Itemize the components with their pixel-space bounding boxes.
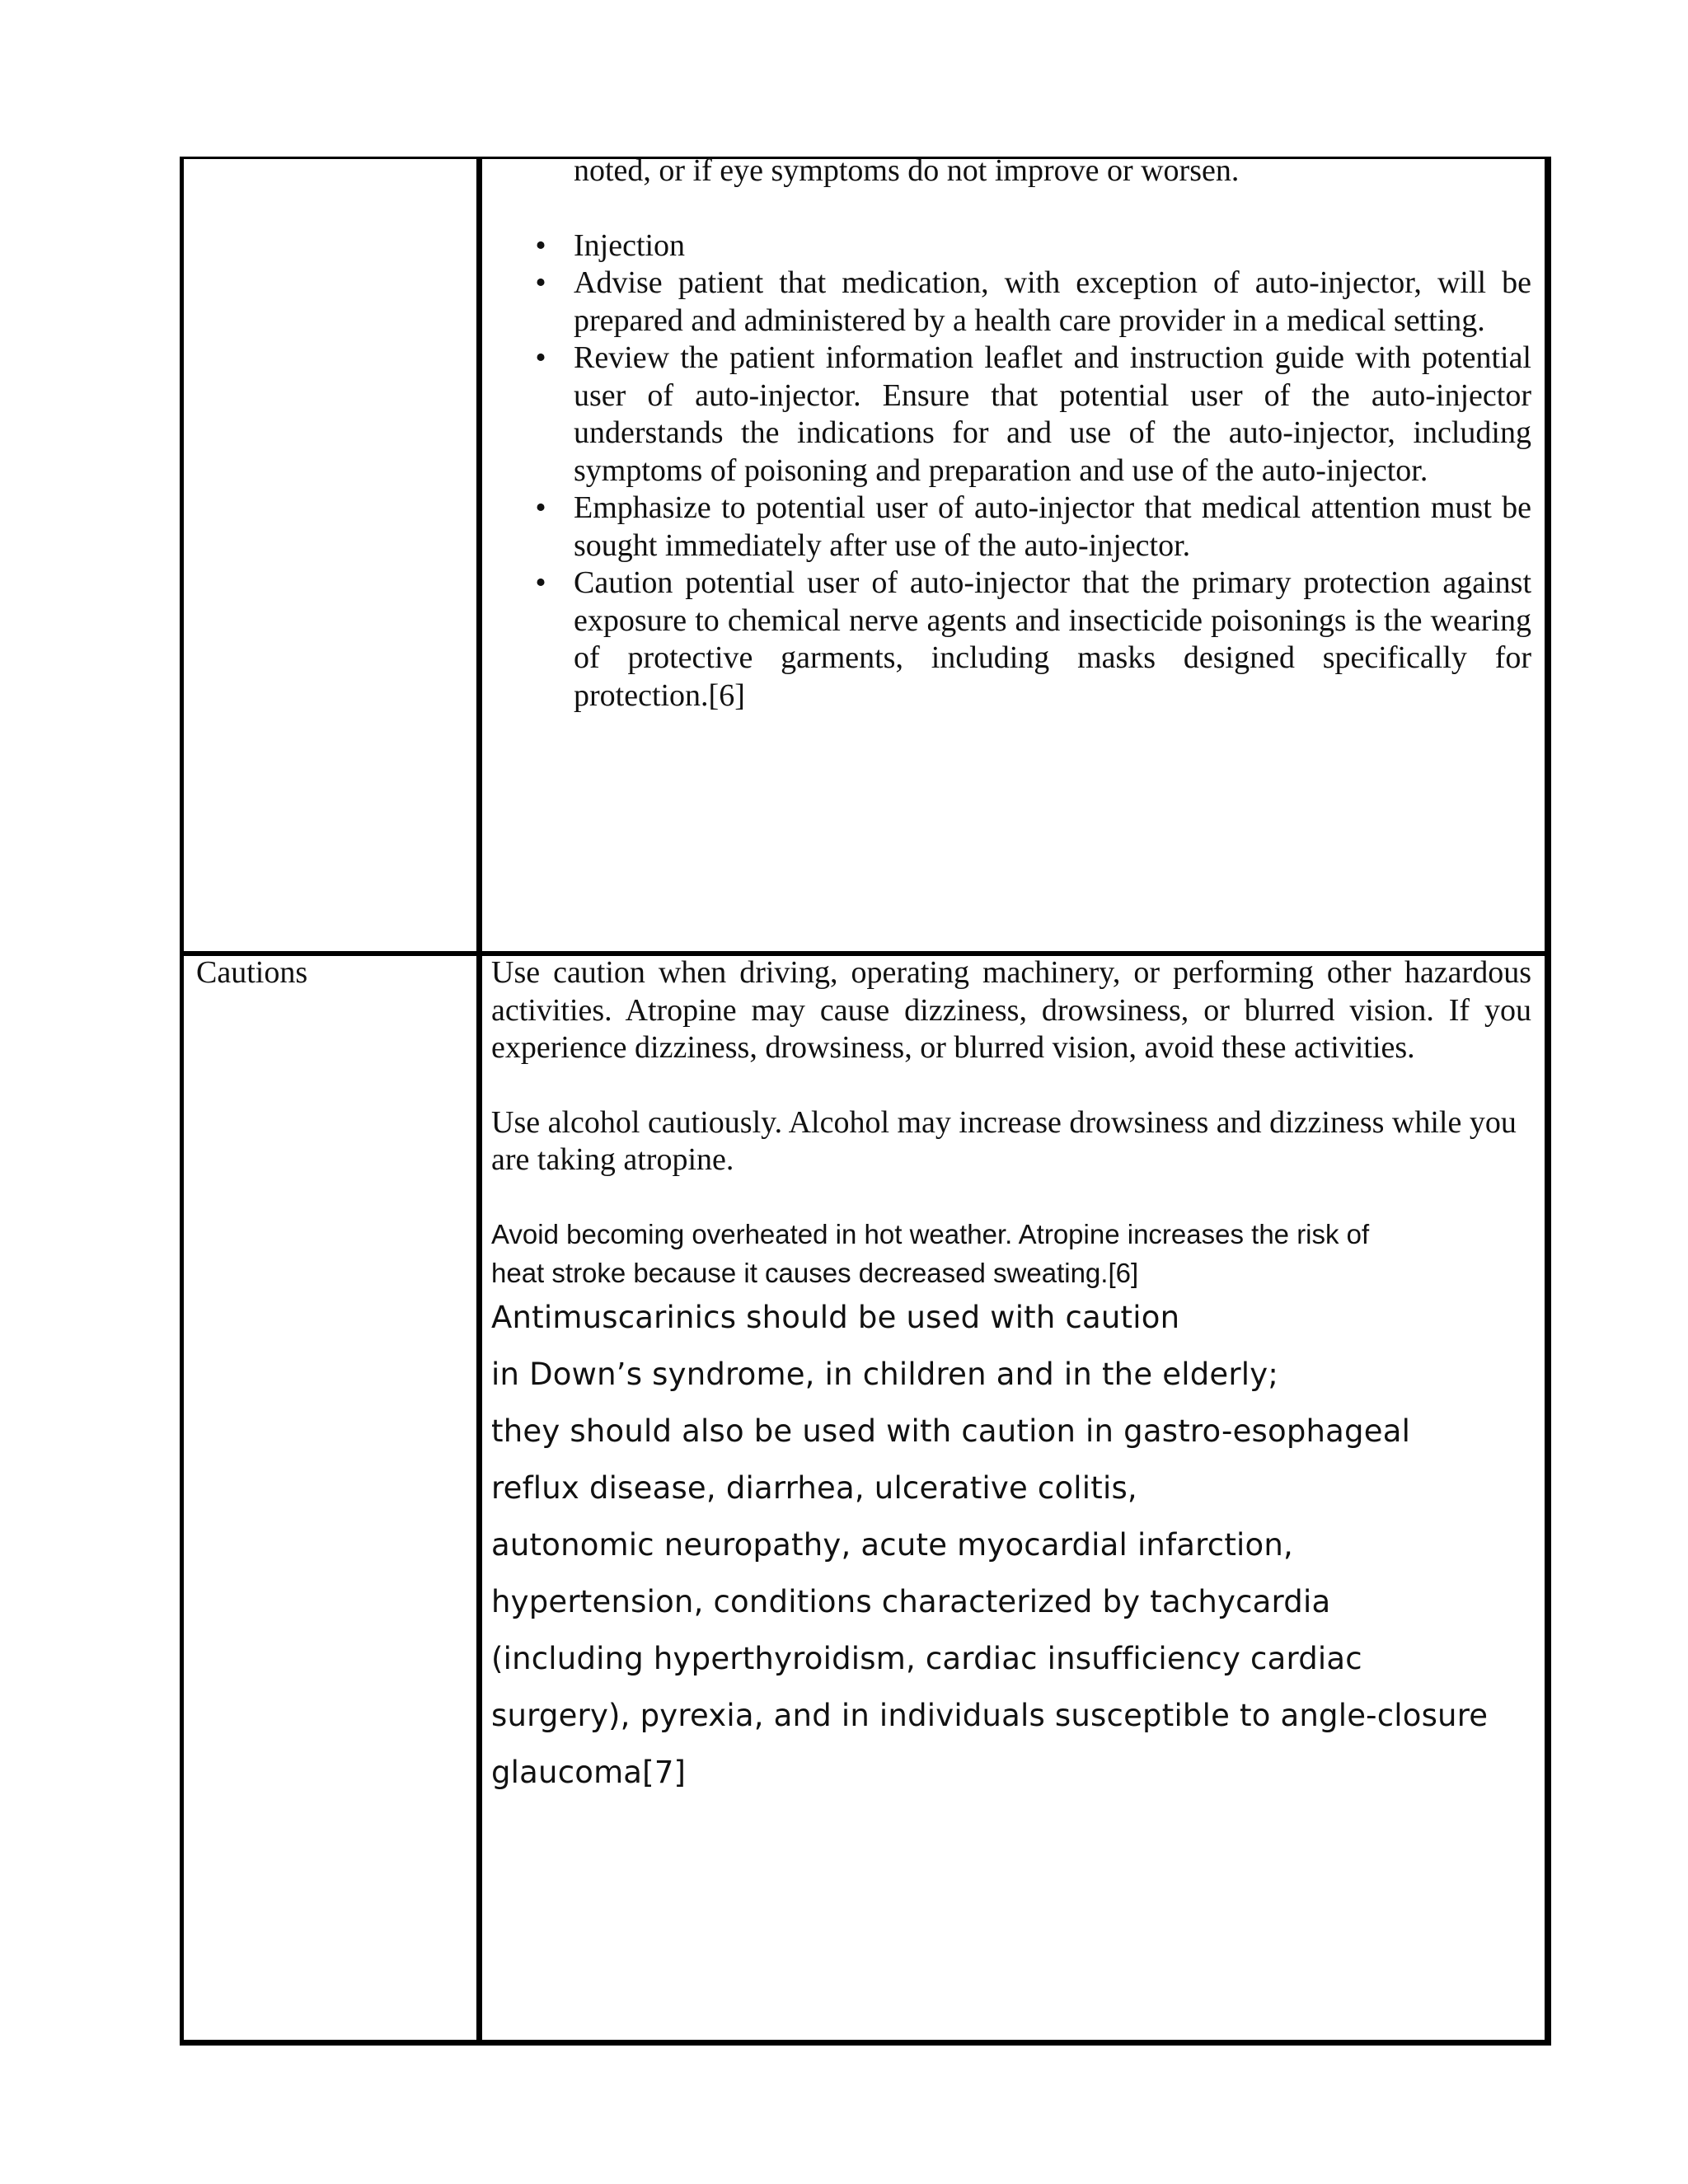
table-row [180,954,1551,2046]
text-line: Avoid becoming overheated in hot weather. Atropine increases the risk of [491,1218,1370,1249]
row-content-cell [491,954,1531,1801]
text-line: (including hyperthyroidism, cardiac insufficiency cardiac [491,1640,1362,1676]
table-row [180,153,1551,954]
list-item [491,565,1531,715]
text-line: Antimuscarinics should be used with caution [491,1299,1180,1335]
bullet-icon: • [535,490,546,525]
text-line: heat stroke because it causes decreased sweating.[6] [491,1257,1139,1288]
bullet-list [491,227,1531,715]
list-item-text: Review the patient information leaflet and instruction guide with potential user of auto-injector. Ensure that potential user of the auto-injector understands the indications for and use of the auto-injector, including symptoms of poisoning and preparation and use of the auto-injector. [574,340,1531,488]
list-item [491,265,1531,340]
list-item [491,340,1531,490]
bullet-icon: • [535,265,546,300]
continuation-line: noted, or if eye symptoms do not improve or worsen. [574,153,1240,188]
text-line: reflux disease, diarrhea, ulcerative colitis, [491,1469,1137,1506]
text-line: glaucoma[7] [491,1754,687,1790]
text-line: hypertension, conditions characterized by tachycardia [491,1583,1331,1619]
bullet-icon: • [535,565,546,600]
cautions-paragraph: Use caution when driving, operating machinery, or performing other hazardous activities. Atropine may cause dizziness, drowsiness, or blurred vision. If you experience dizziness, drowsiness, or blurred vision, avoid these activities. [491,955,1531,1065]
list-item-text: Caution potential user of auto-injector that the primary protection against exposure to chemical nerve agents and insecticide poisonings is the wearing of protective garments, including masks designed specifically for protection.[6] [574,565,1531,713]
text-line: surgery), pyrexia, and in individuals susceptible to angle-closure [491,1697,1489,1733]
row-label-cautions: Cautions [196,955,308,990]
text-line: they should also be used with caution in gastro-esophageal [491,1413,1411,1449]
list-item-text: Advise patient that medication, with exception of auto-injector, will be prepared and administered by a health care provider in a medical setting. [574,265,1531,338]
antimuscarinics-paragraph [491,1289,1531,1801]
cautions-paragraph: Use alcohol cautiously. Alcohol may increase drowsiness and dizziness while you are taking atropine. [491,1104,1517,1177]
heat-warning-paragraph [491,1215,1531,1292]
bullet-icon: • [535,227,546,263]
list-item [491,227,1531,265]
text-line: autonomic neuropathy, acute myocardial infarction, [491,1526,1293,1563]
list-item [491,490,1531,565]
bullet-icon: • [535,340,546,375]
text-line: in Down’s syndrome, in children and in the elderly; [491,1356,1279,1392]
row-content-cell [491,153,1531,715]
list-item-text: Emphasize to potential user of auto-injector that medical attention must be sought immediately after use of the auto-injector. [574,490,1531,563]
list-item-text: Injection [574,227,686,263]
info-table [180,153,1551,2046]
